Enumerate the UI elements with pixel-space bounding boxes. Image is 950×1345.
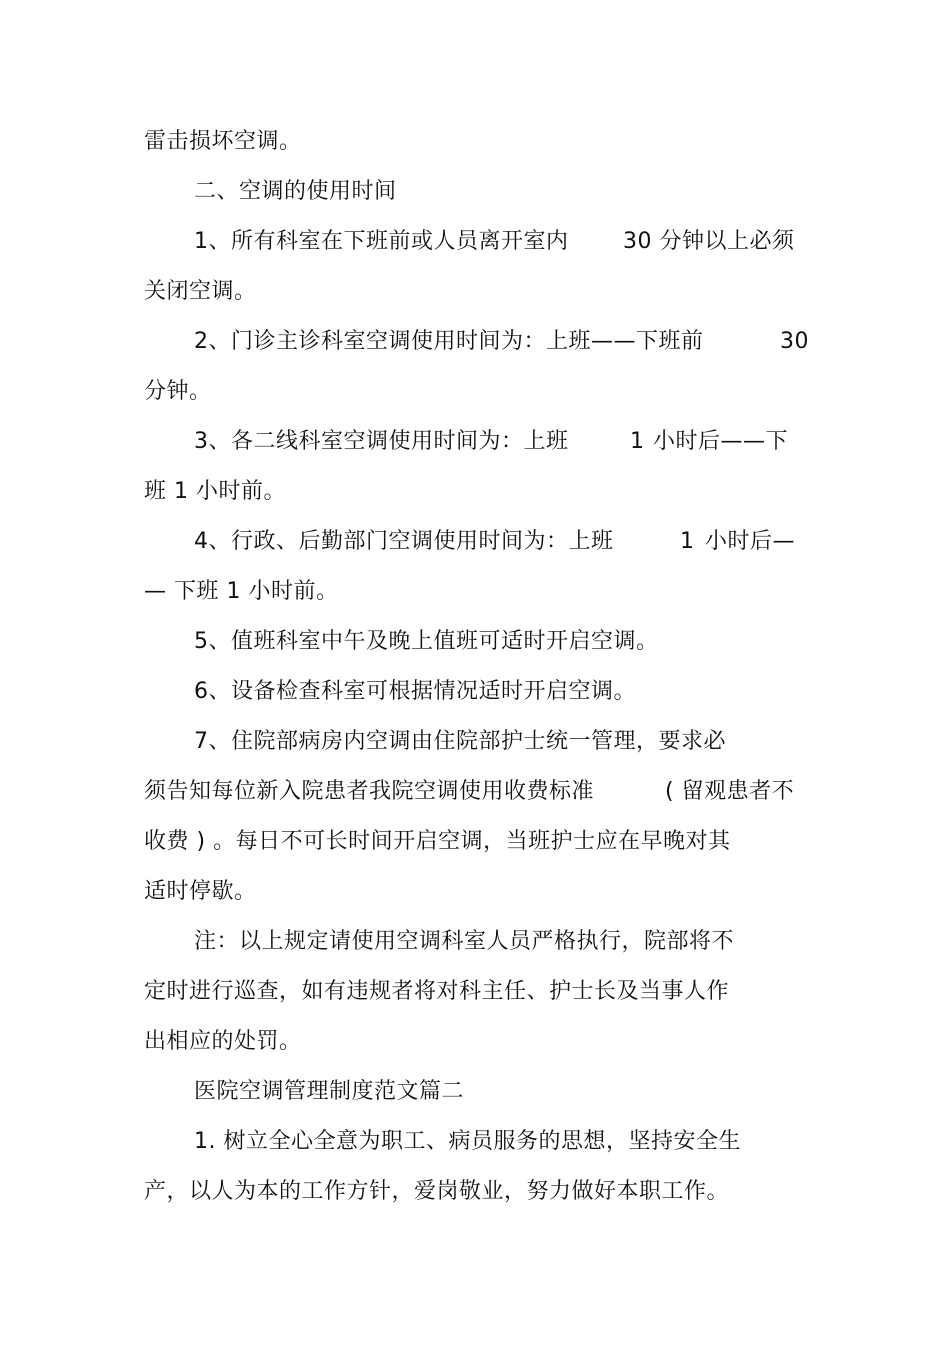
- text-segment: 定时进行巡查，如有违规者将对科主任、护士长及当事人作: [144, 979, 730, 1004]
- text-segment: — 下班 1 小时前。: [144, 579, 339, 604]
- text-segment: 5、值班科室中午及晚上值班可适时开启空调。: [194, 629, 659, 654]
- text-segment: 出相应的处罚。: [144, 1029, 302, 1054]
- text-segment: 1、所有科室在下班前或人员离开室内: [194, 229, 569, 254]
- text-segment: 班 1 小时前。: [144, 479, 286, 504]
- text-segment: 小时后——下: [653, 429, 789, 454]
- text-segment: 雷击损坏空调。: [144, 129, 302, 154]
- text-segment: 小时后—: [705, 529, 796, 554]
- text-segment: 3、各二线科室空调使用时间为：上班: [194, 429, 569, 454]
- text-segment: 2、门诊主诊科室空调使用时间为：上班——下班前: [194, 329, 704, 354]
- text-segment: 适时停歇。: [144, 879, 257, 904]
- text-segment: 30: [780, 329, 809, 354]
- text-segment: 须告知每位新入院患者我院空调使用收费标准: [144, 779, 595, 804]
- text-segment: ( 留观患者不: [665, 779, 795, 804]
- text-segment: 6、设备检查科室可根据情况适时开启空调。: [194, 679, 636, 704]
- text-segment: 关闭空调。: [144, 279, 257, 304]
- text-segment: 注：以上规定请使用空调科室人员严格执行，院部将不: [194, 929, 735, 954]
- text-segment: 收费 ) 。每日不可长时间开启空调，当班护士应在早晚对其: [144, 829, 731, 854]
- text-segment: 分钟。: [144, 379, 212, 404]
- text-segment: 4、行政、后勤部门空调使用时间为：上班: [194, 529, 614, 554]
- text-segment: 30 分钟以上必须: [623, 229, 795, 254]
- text-segment: 二、空调的使用时间: [194, 179, 397, 204]
- text-segment: 1: [680, 529, 695, 554]
- text-segment: 7、住院部病房内空调由住院部护士统一管理，要求必: [194, 729, 726, 754]
- text-segment: 产，以人为本的工作方针，爱岗敬业，努力做好本职工作。: [144, 1179, 730, 1204]
- text-segment: 医院空调管理制度范文篇二: [194, 1079, 465, 1104]
- text-segment: 1. 树立全心全意为职工、病员服务的思想，坚持安全生: [194, 1129, 741, 1154]
- text-segment: 1: [630, 429, 645, 454]
